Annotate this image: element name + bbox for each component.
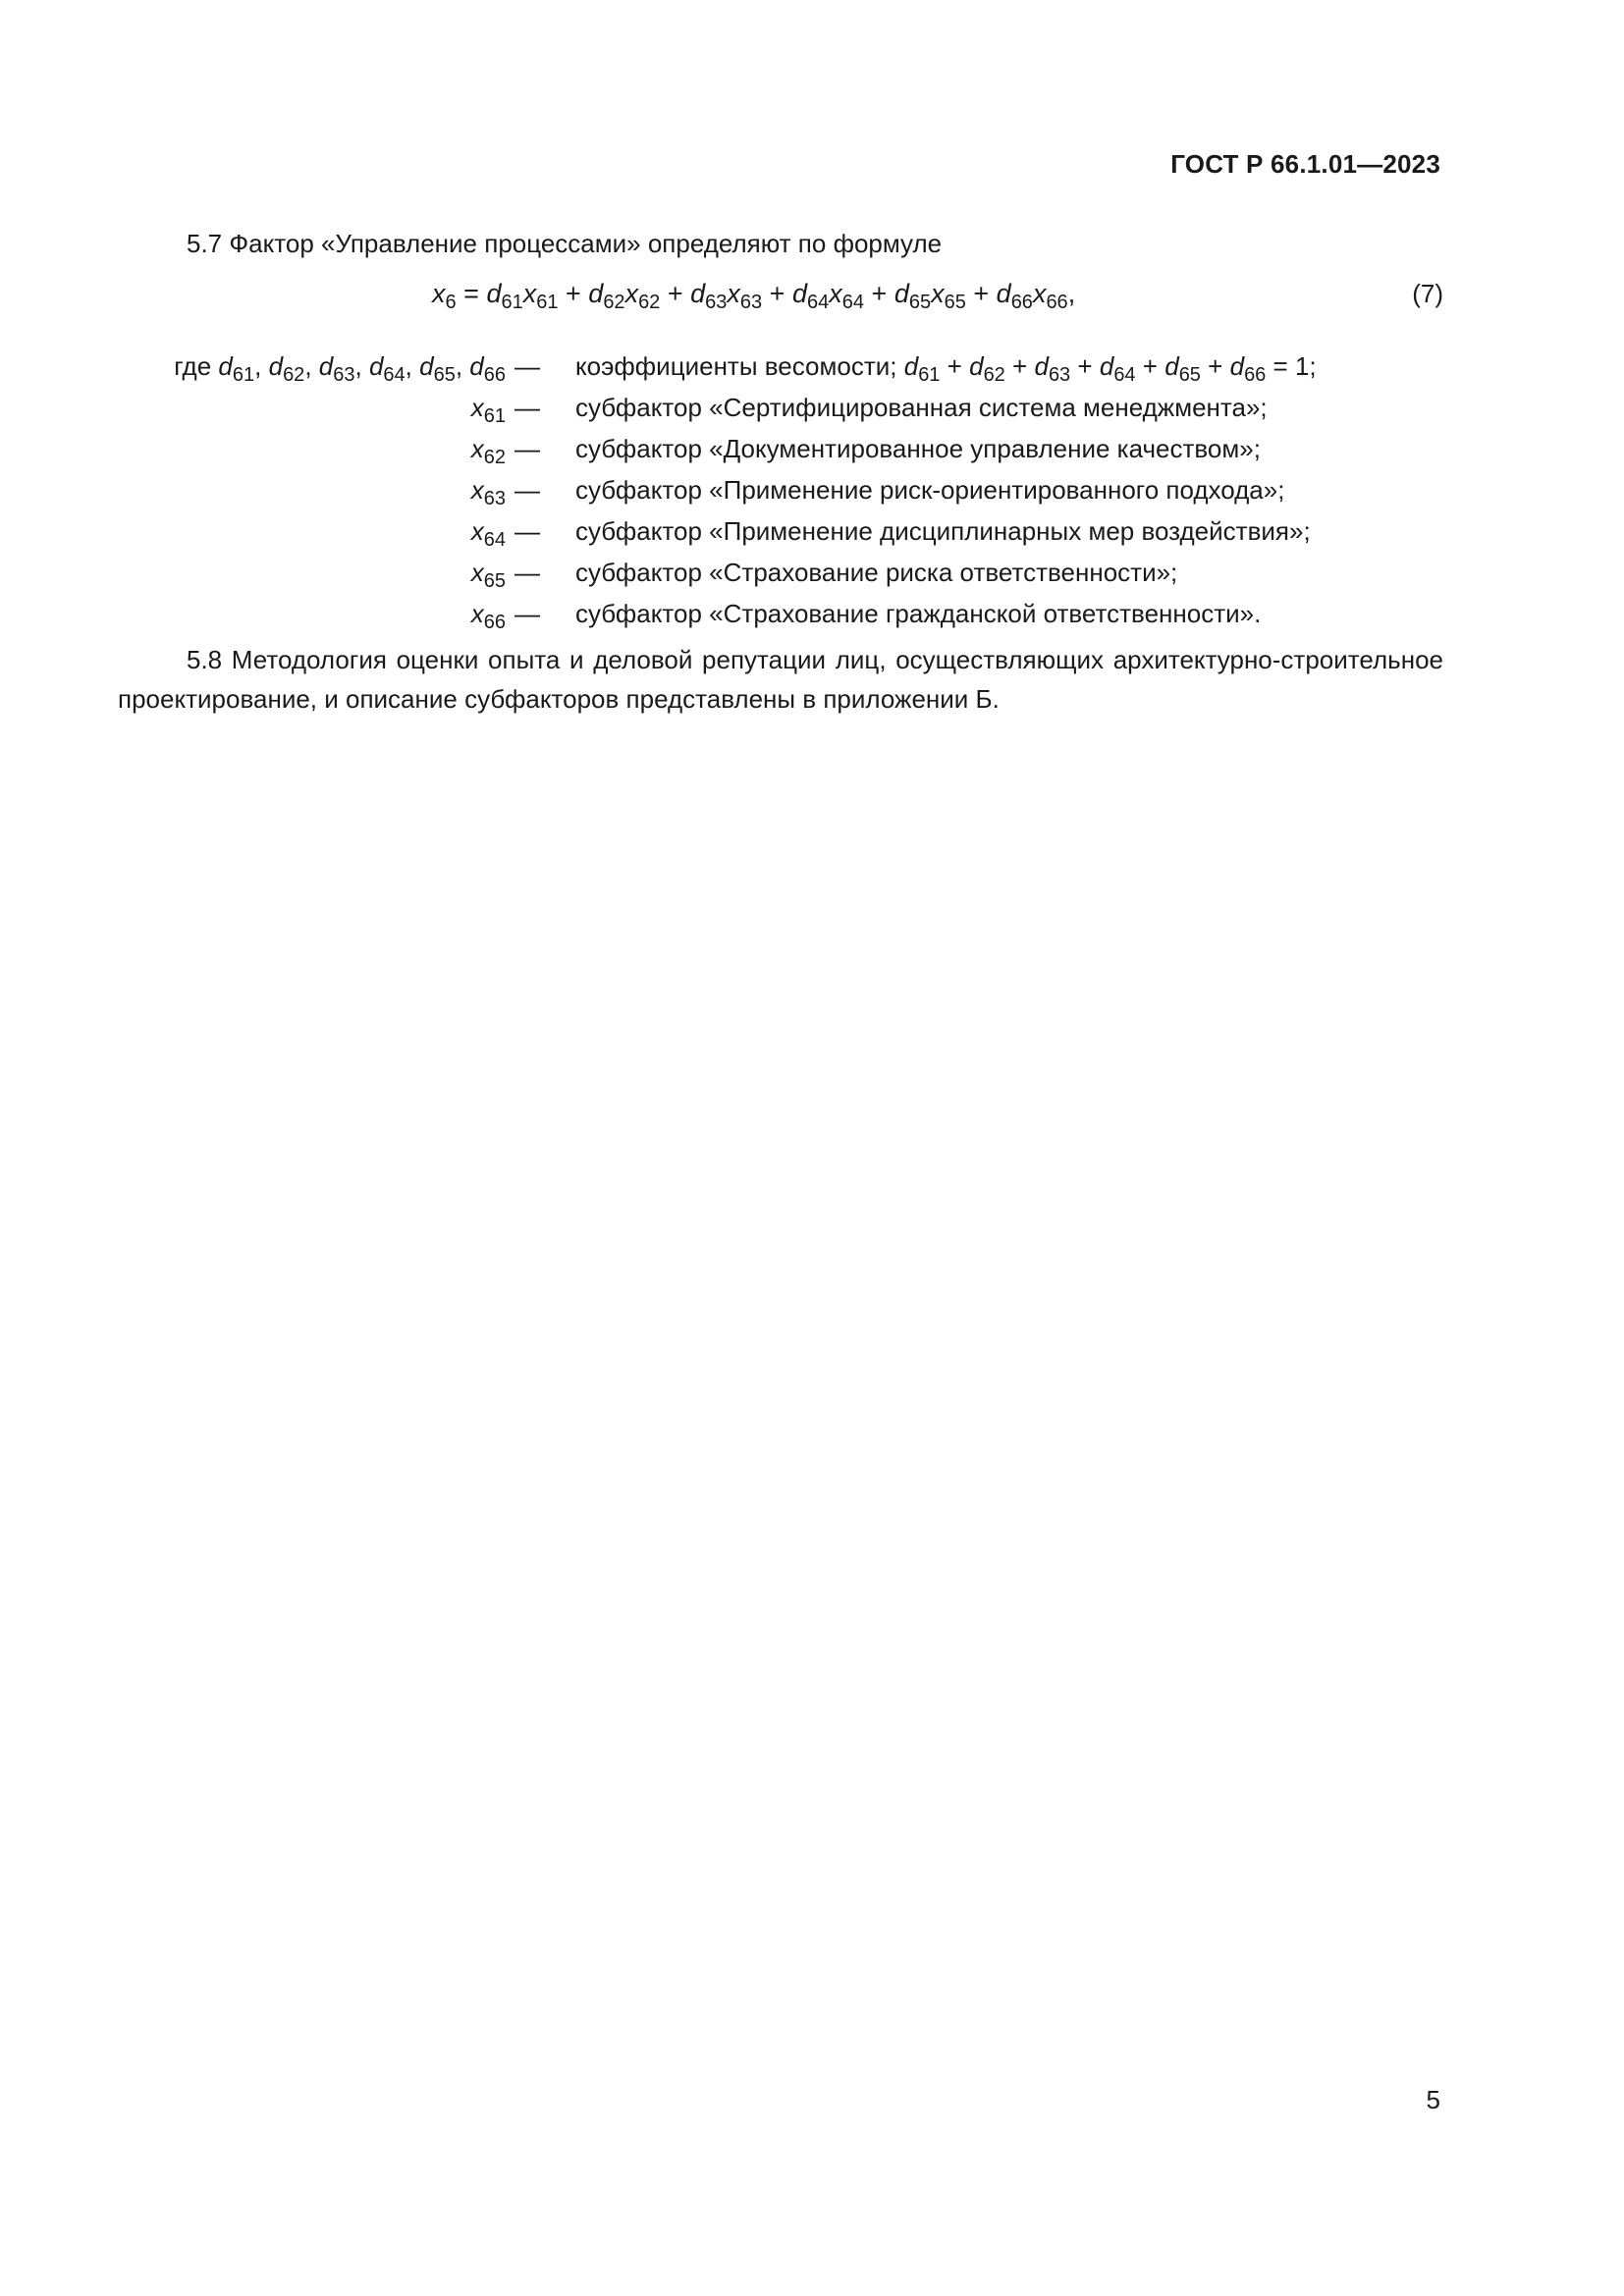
legend-row (118, 552, 1443, 593)
formula-number: (7) (1412, 279, 1443, 308)
legend-var: x (470, 434, 484, 463)
legend-dash: — (514, 516, 540, 546)
coef-list-sub: 64 (383, 364, 406, 386)
formula-equals: = (463, 279, 479, 308)
legend-dash: — (514, 434, 540, 463)
formula-coef-sub: 64 (807, 292, 830, 313)
page-number: 5 (1426, 2085, 1440, 2114)
formula-x-sub: 66 (1046, 292, 1068, 313)
section-5-7-text: 5.7 Фактор «Управление процессами» определяют по формуле (187, 229, 943, 258)
legend-description: субфактор «Документированное управление качеством»; (575, 434, 1261, 463)
coef-list-sub: 65 (433, 364, 456, 386)
coef-sum-var: d (1229, 351, 1245, 381)
legend-row (118, 387, 1443, 428)
formula-plus: + (871, 279, 888, 308)
coef-sum-var: d (1034, 351, 1049, 381)
coef-list-sub: 63 (333, 364, 355, 386)
legend-description-coefficients (575, 346, 1317, 387)
legend-description: субфактор «Применение риск-ориентированного подхода»; (575, 475, 1285, 505)
formula-lhs-sub: 6 (445, 292, 457, 313)
coef-sum-plus: + (1012, 351, 1028, 381)
formula-coef-sub: 66 (1010, 292, 1033, 313)
legend-sub: 62 (483, 447, 506, 468)
legend-row-coefficients (118, 346, 1443, 387)
formula-7 (118, 279, 1443, 318)
legend-sub: 61 (483, 405, 506, 427)
document-code: ГОСТ Р 66.1.01—2023 (1170, 149, 1440, 179)
coef-sum-var: d (1164, 351, 1179, 381)
legend-var: x (470, 393, 484, 422)
formula-lhs-var: x (432, 279, 446, 308)
formula-x-sub: 65 (944, 292, 966, 313)
legend-symbol-coefficients (174, 346, 506, 387)
formula-plus: + (667, 279, 683, 308)
legend-dash: — (514, 599, 540, 628)
coef-list-var: d (268, 351, 284, 381)
legend-where-word: где (174, 351, 212, 381)
legend-var: x (470, 475, 484, 505)
formula-coef-var: d (893, 279, 909, 308)
coef-list-var: d (419, 351, 434, 381)
legend-rows (118, 387, 1443, 634)
coef-list-sub: 66 (483, 364, 506, 386)
legend-var: x (470, 516, 484, 546)
legend-row (118, 469, 1443, 510)
coef-sum-var: d (969, 351, 984, 381)
coef-description-prefix: коэффициенты весомости; (575, 351, 897, 381)
legend-symbol (471, 428, 506, 469)
formula-coef-sub: 61 (501, 292, 523, 313)
legend-description: субфактор «Страхование риска ответственности»; (575, 558, 1178, 587)
formula-coef-sub: 63 (705, 292, 728, 313)
coef-sum-var: d (1099, 351, 1114, 381)
formula-x-sub: 64 (841, 292, 864, 313)
legend-symbol (471, 387, 506, 428)
formula-coef-var: d (996, 279, 1011, 308)
formula-x-var: x (829, 279, 842, 308)
coefficient-list: $d_{61}$, $d_{62}$, $d_{63}$, $d_{64}$, $d_{65}$, $d_{66}$ (218, 351, 506, 386)
coef-sum-sub: 66 (1244, 364, 1267, 386)
coef-sum-plus: + (1208, 351, 1223, 381)
formula-x-sub: 61 (536, 292, 559, 313)
coef-sum-plus: + (1142, 351, 1158, 381)
legend-symbol (471, 552, 506, 593)
legend-dash: — (514, 393, 540, 422)
section-5-7 (118, 224, 1443, 263)
section-5-8-text: 5.8 Методология оценки опыта и деловой репутации лиц, осуществляющих архитектурно-строительное проектирование, и описание субфакторов представлены в приложении Б. (118, 645, 1443, 714)
formula-x-sub: 63 (739, 292, 763, 313)
legend-dash: — (514, 475, 540, 505)
legend-sub: 63 (483, 488, 506, 509)
formula-coef-var: d (588, 279, 604, 308)
legend-row (118, 593, 1443, 634)
legend-symbol (471, 510, 506, 552)
legend-sub: 64 (483, 529, 506, 551)
legend-dash: — (514, 351, 540, 381)
legend-sub: 66 (483, 612, 506, 633)
formula-x-var: x (522, 279, 537, 308)
legend-description: субфактор «Сертифицированная система менеджмента»; (575, 393, 1268, 422)
legend-row (118, 428, 1443, 469)
legend-row (118, 510, 1443, 552)
formula-x-var: x (1032, 279, 1047, 308)
legend-var: x (470, 558, 484, 587)
formula-plus: + (565, 279, 581, 308)
formula-legend (118, 346, 1443, 634)
formula-coef-var: d (690, 279, 706, 308)
legend-symbol (471, 469, 506, 510)
coef-sum-sub: 65 (1178, 364, 1201, 386)
formula-plus: + (973, 279, 990, 308)
formula-plus: + (769, 279, 785, 308)
legend-sub: 65 (483, 570, 506, 592)
legend-dash: — (514, 558, 540, 587)
formula-coef-var: d (791, 279, 807, 308)
coef-sum-plus: + (1077, 351, 1093, 381)
coef-sum-sub: 63 (1048, 364, 1071, 386)
formula-expression (432, 279, 1076, 313)
coef-sum-plus: + (947, 351, 962, 381)
coef-list-var: d (318, 351, 334, 381)
coef-sum-var: d (903, 351, 919, 381)
legend-symbol (471, 593, 506, 634)
coef-sum-sub: 61 (918, 364, 941, 386)
legend-description: субфактор «Применение дисциплинарных мер воздействия»; (575, 516, 1311, 546)
coef-list-var: d (368, 351, 384, 381)
formula-end-punct: , (1067, 279, 1076, 308)
coef-list-var: d (218, 351, 233, 381)
formula-x-sub: 62 (638, 292, 661, 313)
coef-list-sub: 61 (232, 364, 255, 386)
legend-description: субфактор «Страхование гражданской ответственности». (575, 599, 1262, 628)
formula-x-var: x (624, 279, 639, 308)
coef-list-var: d (469, 351, 484, 381)
formula-x-var: x (931, 279, 945, 308)
formula-x-var: x (727, 279, 740, 308)
coef-sum-result: = 1; (1272, 351, 1317, 381)
coef-sum-sub: 64 (1113, 364, 1136, 386)
formula-coef-sub: 62 (603, 292, 625, 313)
coef-list-sub: 62 (283, 364, 305, 386)
legend-var: x (470, 599, 484, 628)
formula-coef-var: d (486, 279, 502, 308)
coefficient-sum (903, 351, 1267, 386)
coef-sum-sub: 62 (983, 364, 1005, 386)
formula-terms (486, 279, 1068, 313)
formula-coef-sub: 65 (908, 292, 932, 313)
section-5-8 (118, 640, 1443, 719)
